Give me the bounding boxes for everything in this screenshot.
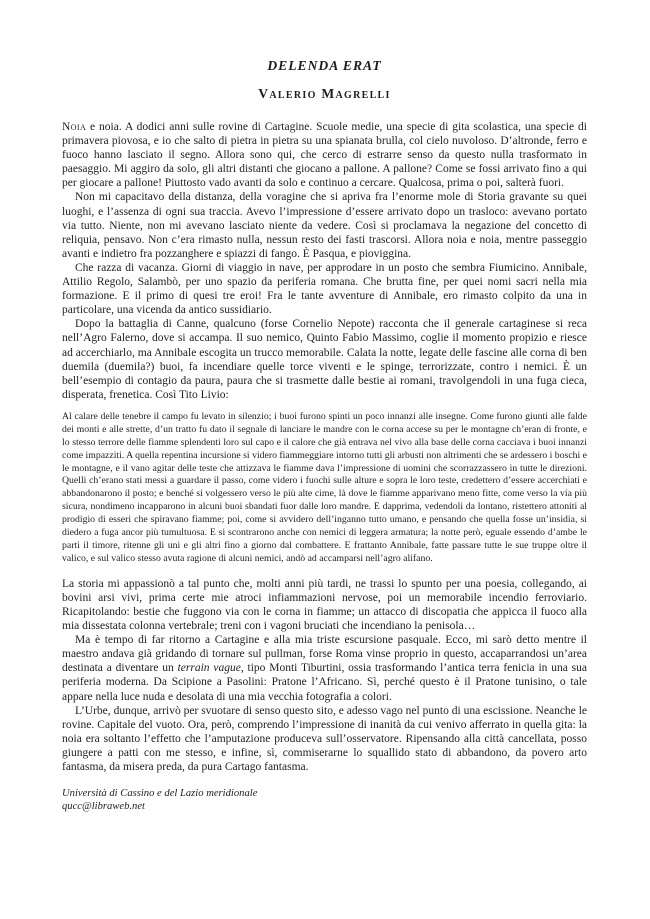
intro-dropcap: Noia <box>62 121 87 133</box>
article-author: Valerio Magrelli <box>258 86 391 101</box>
paragraph-3: Che razza di vacanza. Giorni di viaggio in nave, per approdare in un posto che sembra Fiumicino. Annibale, Attilio Regolo, Salambò, per uno spazio da periferia romana. Che brutta fine, per quei nomi sacri nella mia formazione. E il primo di quesi tre eroi! Fra le tante avventure di Annibale, ero rimasto colpito da una in particolare, una vicenda da antico sussidiario. <box>62 261 587 317</box>
article <box>62 58 587 814</box>
article-title: DELENDA ERAT <box>267 58 382 73</box>
paragraph-4: Dopo la battaglia di Canne, qualcuno (forse Cornelio Nepote) racconta che il generale cartaginese si reca nell’Agro Falerno, dove si accampa. Il suo nemico, Quinto Fabio Massimo, coglie il momento propizio e riesce ad accerchiarlo, ma Annibale escogita un trucco memorabile. Calata la notte, legate delle fascine alle corna di ben duemila (duemila?) buoi, fa incendiare quelle torce viventi e le spinge, terrorizzate, contro i nemici. È un bell’esempio di contagio da paura, paura che si trasmette dalle bestie ai romani, travolgendoli in una fuga cieca, disperata, frenetica. Così Tito Livio: <box>62 318 587 401</box>
paragraph-intro <box>62 120 587 190</box>
intro-text: e noia. A dodici anni sulle rovine di Cartagine. Scuole medie, una specie di gita scolastica, una specie di primavera piovosa, e io che salto di pietra in pietra su una spianata brulla, col cielo nuvoloso. D’altronde, ferro e fuoco hanno lasciato il segno. Allora sono qui, che cerco di estrarre senso da questo nulla trasformato in paesaggio. Mi aggiro da solo, gli altri distanti che giocano a pallone. A pallone? Come se fossi arrivato fino a qui per giocare a pallone! Piuttosto vado avanti da solo e continuo a cercare. Qualcosa, prima o poi, salterà fuori. <box>62 121 587 190</box>
affiliation <box>62 787 587 814</box>
terrain-after: , tipo Monti Tiburtini, ossia trasformando l’antica terra fenicia in una sua periferia moderna. Da Scipione a Pasolini: Pratone l’Africano. Sì, perché questo è il Pratone tunisino, o tale appare nella luce nuda e desolata di una mia vecchia fotografia a colori. <box>62 662 588 703</box>
terrain-italic: terrain vague <box>177 662 241 675</box>
terrain-before: Ma è tempo di far ritorno a Cartagine e alla mia triste escursione pasquale. Ecco, mi sarò detto mentre il maestro andava già gridando di tornare sul pullman, forse Roma vinse proprio in questo, accaparrandosi un’area destinata a diventare un <box>62 634 587 675</box>
paragraph-after-quote: La storia mi appassionò a tal punto che, molti anni più tardi, ne trassi lo spunto per una poesia, collegando, ai bovini arsi vivi, prima certe mie atroci infiammazioni nervose, poi un memorabile incendio ferroviario. Ricapitolando: bestie che fuggono via con le corna in fiamme; un attacco di discopatia che appicca il fuoco alla mia dissestata colonna vertebrale; treni con i vagoni bruciati che incendiano la penisola… <box>62 577 587 633</box>
affiliation-institution: Università di Cassino e del Lazio meridionale <box>62 788 258 800</box>
livy-quote: Al calare delle tenebre il campo fu levato in silenzio; i buoi furono spinti un poco innanzi alle insegne. Come furono giunti alle falde dei monti e alle strette, d’un tratto fu dato il segnale di lanciare le mandre con le corna accese su per le montagne ch’eran di fronte, e lo stesso terrore delle fiamme splendenti loro sul capo e il calore che già entrava nel vivo alla base delle corna cacciava i buoi innanzi come impazziti. A quella repentina incursione si videro fiammeggiare intorno tutti gli arbusti non altrimenti che se ardessero i boschi e le montagne, e il vano agitar delle teste che attizzava le fiamme dava l’impressione di uomini che scorrazzassero in tutte le direzioni. Quelli ch’erano stati messi a guardare il passo, come videro i fuochi sulle alture e sopra le loro teste, credettero d’essere accerchiati e abbandonarono il posto; e benché si volgessero verso le più alte cime, là dove le fiamme apparivano meno fitte, come verso la via più sicura, nondimeno incapparono in alcuni buoi sbandati fuor dalle loro mandre. E dapprima, vedendoli da lontano, ristettero attoniti al prodigio di esseri che spiravano fiamme; poi, come si avvidero dell’inganno tutto umano, e pensando che quella fosse un’insidia, si diedero a fuga ancor più tumultuosa. E si scontrarono anche con nemici di leggera armatura; la notte però, eguale essendo d’ambe le parti il timore, ritenne gli uni e gli altri fino a giorno dal combattere. E frattanto Annibale, fatte passare tutte le sue truppe oltre il valico, e sul valico stesso avuta ragione di alcuni nemici, andò ad accamparsi nell’agro alifano. <box>62 410 587 564</box>
affiliation-email: qucc@libraweb.net <box>62 801 146 813</box>
paragraph-final: L’Urbe, dunque, arrivò per svuotare di senso questo sito, e adesso vago nel punto di una escissione. Neanche le rovine. Capitale del vuoto. Ora, però, comprendo l’impressione di inanità da cui venivo afferrato in quella gita: la noia era soltanto l’effetto che l’amputazione produceva sull’osservatore. Ripensando alla città cancellata, posso giungere a patti con me stesso, e infine, sì, commiserarne lo squallido stato di abbandono, da povero arto fantasma, da misera preda, da pura Cartago fantasma. <box>62 704 587 773</box>
paragraph-terrain-vague <box>62 633 587 703</box>
paragraph-2: Non mi capacitavo della distanza, della voragine che si apriva fra l’enorme mole di Storia gravante su quei luoghi, e l’assenza di ogni sua traccia. Avevo l’impressione d’essere arrivato dopo un trasloco: avevano portato via tutto. Niente, non mi avevano lasciato niente da vedere. Così si proclamava la negazione del concetto di reliquia, pensavo. Non c’era rimasto nulla, nessun resto dei fasti trascorsi. Allora noia e noia, mentre passeggio avanti e indietro fra pozzanghere e spiazzi di fango. È Pasqua, e pioviggina. <box>62 191 587 260</box>
